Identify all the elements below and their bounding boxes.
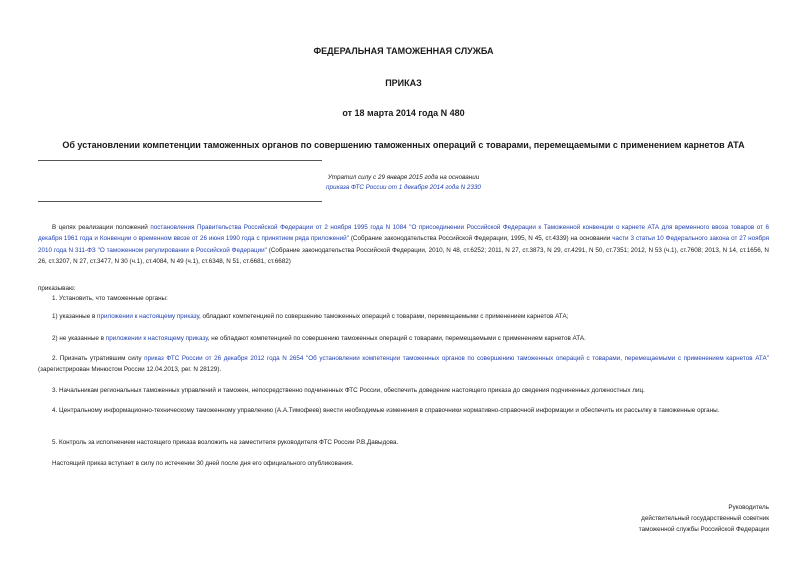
preamble-text-2: (Собрание законодательства Российской Федерации, 1995, N 45, ст.4339) на основании (348, 235, 613, 243)
item-2-pre: 2. Признать утратившим силу (52, 355, 145, 362)
item-1-2-pre: 2) не указанные в (52, 335, 106, 342)
item-1-2 (52, 333, 586, 344)
item-3: 3. Начальникам региональных таможенных управлений и таможен, непосредственно подчиненных ФТС России, обеспечить доведение настоящего приказа до сведения подчиненных должностных лиц. (52, 387, 645, 394)
link-appendix-1[interactable]: приложении к настоящему приказу (97, 313, 199, 320)
link-appendix-2[interactable]: приложении к настоящему приказу (105, 335, 208, 342)
status-note-text: Утратил силу с 29 января 2015 года на основании (327, 174, 480, 181)
signature-line-1: Руководитель (728, 504, 769, 511)
divider-top (38, 160, 322, 161)
document-title: Об установлении компетенции таможенных органов по совершению таможенных операций с товарами, перемещаемыми с применением карнетов АТА (62, 140, 745, 150)
status-note (0, 173, 807, 193)
document-date-number: от 18 марта 2014 года N 480 (342, 108, 465, 118)
item-1-1-post: , обладают компетенцией по совершению таможенных операций с товарами, перемещаемыми с применением карнетов АТА; (198, 313, 569, 320)
item-1-2-post: , не обладают компетенцией по совершению таможенных операций с товарами, перемещаемыми с применением карнетов АТА. (207, 335, 586, 342)
link-federal-law[interactable]: части 3 статьи 10 Федерального закона от 27 ноября 2010 года N 311-ФЗ "О таможенном регулировании в Российской Федерации" (38, 235, 769, 254)
link-government-decree[interactable]: постановления Правительства Российской Федерации от 2 ноября 1995 года N 1084 "О присоединении Российской Федерации к Таможенной конвенции о карнете АТА для временного ввоза товаров от 6 декабря 1961 года и Конвенции о временном ввозе от 26 июня 1990 года с принятием ряда приложений" (38, 224, 769, 243)
order-word: приказываю: (38, 285, 76, 292)
item-1-1-pre: 1) указанные в (52, 313, 98, 320)
divider-bottom (38, 201, 322, 202)
signature-line-3: таможенной службы Российской Федерации (638, 526, 769, 533)
item-2-post: (зарегистрирован Минюстом России 12.04.2013, рег. N 28129). (38, 366, 222, 374)
item-4: 4. Центральному информационно-техническому таможенному управлению (А.А.Тимофеев) внести необходимые изменения в справочники нормативно-справочной информации и обеспечить их рассылку в таможенные органы. (52, 407, 720, 414)
preamble-paragraph (38, 222, 769, 267)
item-2 (38, 353, 769, 376)
link-repealed-order[interactable]: приказ ФТС России от 26 декабря 2012 года N 2654 "Об установлении компетенции таможенных органов по совершению таможенных операций с товарами, перемещаемыми с применением карнетов АТА" (144, 355, 769, 362)
agency-name: ФЕДЕРАЛЬНАЯ ТАМОЖЕННАЯ СЛУЖБА (313, 46, 494, 56)
signature-line-2: действительный государственный советник (641, 515, 769, 522)
preamble-text-3: (Собрание законодательства Российской Федерации, 2010, N 48, ст.6252; 2011, N 27, ст.3873, N 29, ст.4291, N 50, ст.7351; 2012, N 53 (ч.1), ст.7608; 2013, N 14, ст.1656, N 26, ст.3207, N 27, ст.3477, N 30 (ч.1), ст.4084, N 49 (ч.1), ст.6348, N 51, ст.6681, ст.6682) (38, 246, 769, 265)
item-1: 1. Установить, что таможенные органы: (52, 295, 168, 302)
signature-block (639, 502, 769, 535)
status-note-link[interactable]: приказа ФТС России от 1 декабря 2014 года N 2330 (326, 184, 481, 191)
preamble-text-1: В целях реализации положений (52, 224, 151, 231)
document-type: ПРИКАЗ (385, 78, 422, 88)
item-5: 5. Контроль за исполнением настоящего приказа возложить на заместителя руководителя ФТС России Р.В.Давыдова. (52, 439, 399, 446)
final-provision: Настоящий приказ вступает в силу по истечении 30 дней после дня его официального опубликования. (52, 460, 354, 467)
item-1-1 (52, 311, 568, 322)
